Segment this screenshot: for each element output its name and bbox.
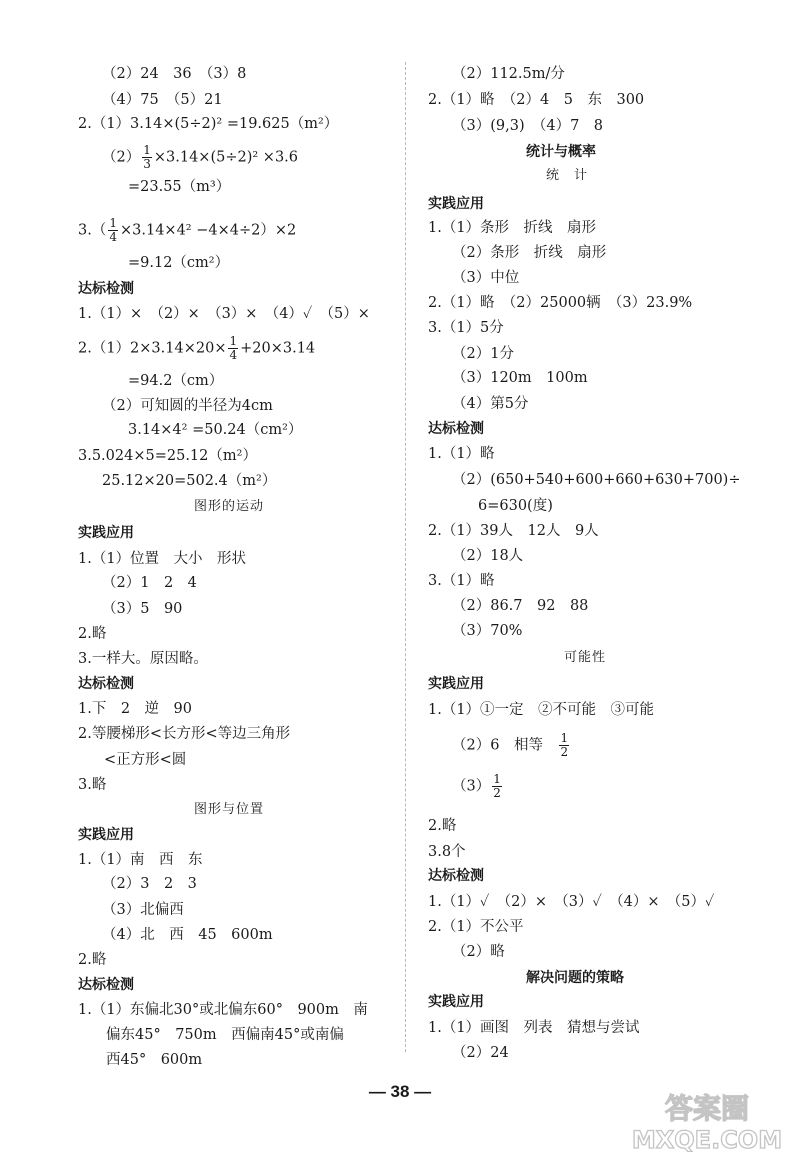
answer-line: 6=630(度)	[478, 498, 553, 514]
answer-line: （4）第5分	[452, 396, 529, 412]
answer-line: （2）18人	[452, 548, 524, 564]
watermark-logo	[618, 1090, 796, 1152]
expression-prefix: （2）	[102, 149, 141, 166]
answer-line: 3.（1）略	[428, 573, 495, 589]
expression-prefix: 3.（	[78, 222, 107, 239]
answer-line-with-fraction	[78, 217, 296, 244]
answer-line: 1.（1）条形 折线 扇形	[428, 220, 597, 236]
expression-suffix: ×3.14×(5÷2)² ×3.6	[153, 149, 299, 166]
fraction-numerator: 1	[109, 216, 117, 230]
section-heading: 实践应用	[78, 525, 134, 541]
answer-line: 25.12×20=502.4（m²）	[102, 473, 277, 489]
fraction	[559, 732, 569, 759]
answer-line: （2）112.5m/分	[452, 66, 565, 82]
fraction-numerator: 1	[143, 143, 151, 157]
answer-line: （2）24	[452, 1045, 509, 1061]
fraction-denominator: 4	[109, 230, 117, 244]
expression-prefix: （3）	[452, 778, 491, 795]
answer-line-with-fraction	[78, 335, 315, 362]
answer-line: （2）86.7 92 88	[452, 598, 589, 614]
section-heading: 实践应用	[428, 676, 484, 692]
expression-prefix: （2）6 相等	[452, 737, 558, 754]
answer-line: （3）(9,3) （4）7 8	[452, 118, 604, 134]
answer-line: 3.（1）5分	[428, 320, 504, 336]
section-heading: 统计与概率	[526, 144, 596, 160]
answer-line: （3）5 90	[102, 601, 183, 617]
section-heading: 解决问题的策略	[526, 970, 624, 986]
answer-line: （2）3 2 3	[102, 876, 197, 892]
page-number: — 38 —	[368, 1082, 432, 1101]
expression-prefix: 2.（1）2×3.14×20×	[78, 340, 227, 357]
section-heading: 实践应用	[78, 827, 134, 843]
answer-line: 3.略	[78, 777, 107, 793]
answer-line: 3.一样大。原因略。	[78, 651, 208, 667]
answer-line: 3.5.024×5=25.12（m²）	[78, 448, 257, 464]
fraction	[108, 217, 118, 244]
fraction-denominator: 4	[229, 348, 238, 362]
answer-line: =23.55（m³）	[128, 179, 231, 195]
section-heading: 达标检测	[78, 281, 134, 297]
answer-line: 3.14×4² =50.24（cm²）	[128, 422, 303, 438]
fraction-denominator: 3	[143, 157, 151, 171]
answer-line: （3）北偏西	[102, 902, 184, 918]
answer-line: （2）可知圆的半径为4cm	[102, 398, 273, 414]
answer-line: 2.等腰梯形<长方形<等边三角形	[78, 726, 291, 742]
fraction	[228, 335, 238, 362]
answer-line: （2）1 2 4	[102, 575, 197, 591]
answer-line: 偏东45° 750m 西偏南45°或南偏	[106, 1027, 344, 1043]
answer-line: 1.（1）× （2）× （3）× （4）✓ （5）×	[78, 306, 370, 322]
answer-line: （4）北 西 45 600m	[102, 927, 273, 943]
answer-line-with-fraction	[452, 732, 571, 759]
answer-line: （3）120m 100m	[452, 370, 588, 386]
answer-line: 2.略	[428, 818, 457, 834]
answer-line: 2.（1）3.14×(5÷2)² =19.625（m²）	[78, 116, 339, 132]
section-heading: 达标检测	[428, 868, 484, 884]
fraction	[492, 773, 502, 800]
fraction	[142, 144, 152, 171]
column-divider	[405, 62, 406, 1052]
answer-line: 1.（1）南 西 东	[78, 852, 203, 868]
fraction-denominator: 2	[493, 786, 501, 800]
answer-line: =94.2（cm）	[128, 373, 224, 389]
answer-line: （2）略	[452, 944, 505, 960]
answer-line: 3.8个	[428, 844, 466, 860]
fraction-denominator: 2	[560, 745, 569, 759]
answer-line: 1.（1）东偏北30°或北偏东60° 900m 南	[78, 1002, 368, 1018]
section-heading: 达标检测	[78, 676, 134, 692]
answer-line: 2.（1）略 （2）25000辆 （3）23.9%	[428, 295, 693, 311]
answer-line: 2.略	[78, 952, 107, 968]
topic-title: 统 计	[546, 168, 589, 183]
answer-line: 1.（1）略	[428, 446, 495, 462]
expression-suffix: +20×3.14	[240, 340, 316, 357]
watermark-text: 答案圈	[664, 1092, 750, 1125]
answer-line: 1.（1）位置 大小 形状	[78, 551, 247, 567]
answer-line: （3）中位	[452, 270, 520, 286]
answer-line-with-fraction	[452, 773, 504, 800]
section-heading: 实践应用	[428, 994, 484, 1010]
answer-line: （2）条形 折线 扇形	[452, 245, 607, 261]
section-heading: 达标检测	[428, 421, 484, 437]
fraction-numerator: 1	[493, 772, 501, 786]
expression-suffix: ×3.14×4² −4×4÷2）×2	[119, 222, 297, 239]
answer-line: （4）75 （5）21	[102, 92, 223, 108]
answer-line: 1.（1）✓ （2）× （3）✓ （4）× （5）✓	[428, 894, 715, 910]
section-heading: 实践应用	[428, 196, 484, 212]
section-heading: 达标检测	[78, 977, 134, 993]
watermark-url: MXQE.COM	[631, 1126, 783, 1152]
answer-line: 2.略	[78, 626, 107, 642]
topic-title: 可能性	[564, 650, 607, 665]
topic-title: 图形与位置	[194, 802, 265, 817]
answer-line: （2）24 36 （3）8	[102, 66, 247, 82]
topic-title: 图形的运动	[194, 499, 265, 514]
answer-line: 西45° 600m	[106, 1052, 203, 1068]
answer-line: 1.（1）画图 列表 猜想与尝试	[428, 1020, 640, 1036]
answer-line: 2.（1）39人 12人 9人	[428, 523, 599, 539]
fraction-numerator: 1	[560, 731, 569, 745]
answer-line: =9.12（cm²）	[128, 255, 230, 271]
answer-line: <正方形<圆	[104, 752, 187, 768]
fraction-numerator: 1	[229, 334, 238, 348]
answer-line: 1.下 2 逆 90	[78, 701, 193, 717]
answer-line: 2.（1）略 （2）4 5 东 300	[428, 92, 645, 108]
answer-line: 2.（1）不公平	[428, 919, 524, 935]
answer-line: 1.（1）①一定 ②不可能 ③可能	[428, 702, 655, 718]
answer-line-with-fraction	[102, 144, 298, 171]
answer-line: （3）70%	[452, 623, 523, 639]
answer-line: （2）1分	[452, 346, 514, 362]
answer-line: （2）(650+540+600+660+630+700)÷	[452, 472, 741, 488]
